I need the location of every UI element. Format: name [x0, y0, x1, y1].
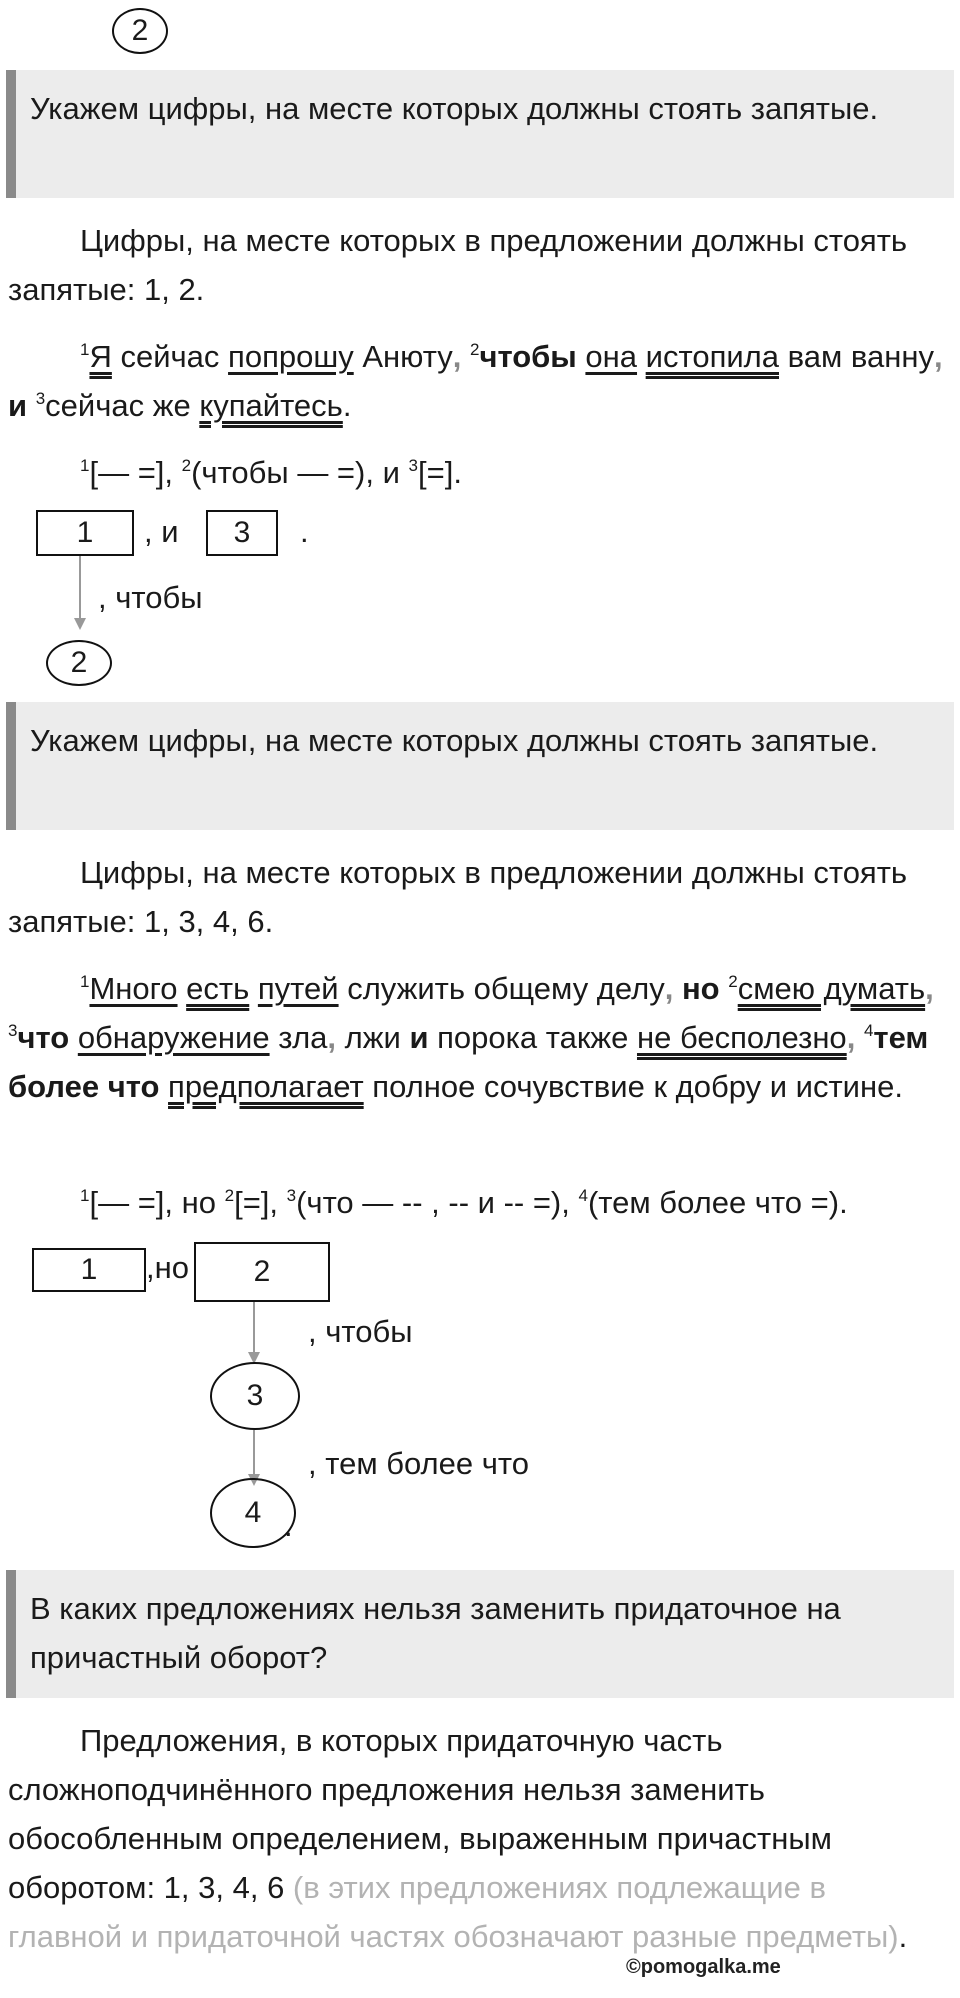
diagram2-circle-4: 4: [210, 1478, 296, 1548]
diagram2-label-2: , тем более что: [308, 1446, 529, 1481]
question-text-2: Укажем цифры, на месте которых должны стоять запятые.: [30, 723, 879, 758]
question-text-3: В каких предложениях нельзя заменить придаточное на причастный оборот?: [30, 1591, 841, 1675]
question-box-2: [6, 702, 954, 830]
answer-text-2: Цифры, на месте которых в предложении должны стоять запятые: 1, 3, 4, 6.: [8, 855, 908, 939]
scheme-1: $^1$[— =], $^2$(чтобы — =), и $^3$[=].: [80, 455, 462, 490]
diagram1-box-3: 3: [206, 510, 278, 556]
diagram1-circle-2: 2: [46, 640, 112, 686]
section-number: 2: [131, 14, 149, 47]
sentence-2: $^1$Много есть путей служить общему делу, но $^2$смею думать, $^3$что обнаружение зла, лжи и порока также не бесполезно, $^4$тем более что предполагает полное сочувствие к добру и истине.: [8, 971, 934, 1104]
diagram1-box-1: 1: [36, 510, 134, 556]
sentence-1: $^1$Я сейчас попрошу Анюту, $^2$чтобы она истопила вам ванну, и $^3$сейчас же купайтесь.: [8, 339, 943, 423]
question-text-1: Укажем цифры, на месте которых должны стоять запятые.: [30, 91, 879, 126]
diagram2-box-2: 2: [194, 1242, 330, 1302]
question-box-3: [6, 1570, 954, 1698]
diagram1-conj: , и: [144, 514, 179, 549]
answer-text-1: Цифры, на месте которых в предложении должны стоять запятые: 1, 2.: [8, 223, 908, 307]
diagram2-box-1: 1: [32, 1248, 146, 1292]
section-number-circle: [112, 8, 168, 54]
diagram2-end: .: [284, 1508, 293, 1543]
diagram2-label-1: , чтобы: [308, 1314, 413, 1349]
answer-text-3: Предложения, в которых придаточную часть сложноподчинённого предложения нельзя заменить обособленным определением, выраженным причастным оборотом: 1, 3, 4, 6 (в этих предложениях подлежащие в главной и придаточной частях обозначают разные предметы).: [8, 1723, 908, 1954]
diagram1-arrow: [70, 556, 90, 632]
diagram2-conj: ,но: [146, 1250, 189, 1285]
watermark: ©pomogalka.me: [626, 1956, 781, 1978]
diagram1-end: .: [300, 514, 309, 549]
diagram2-circle-3: 3: [210, 1362, 300, 1430]
diagram2-arrow-1: [244, 1302, 264, 1368]
scheme-2: $^1$[— =], но $^2$[=], $^3$(что — -- , -- и -- =), $^4$(тем более что =).: [80, 1185, 848, 1220]
question-box-1: [6, 70, 954, 198]
diagram1-arrow-label: , чтобы: [98, 580, 203, 615]
